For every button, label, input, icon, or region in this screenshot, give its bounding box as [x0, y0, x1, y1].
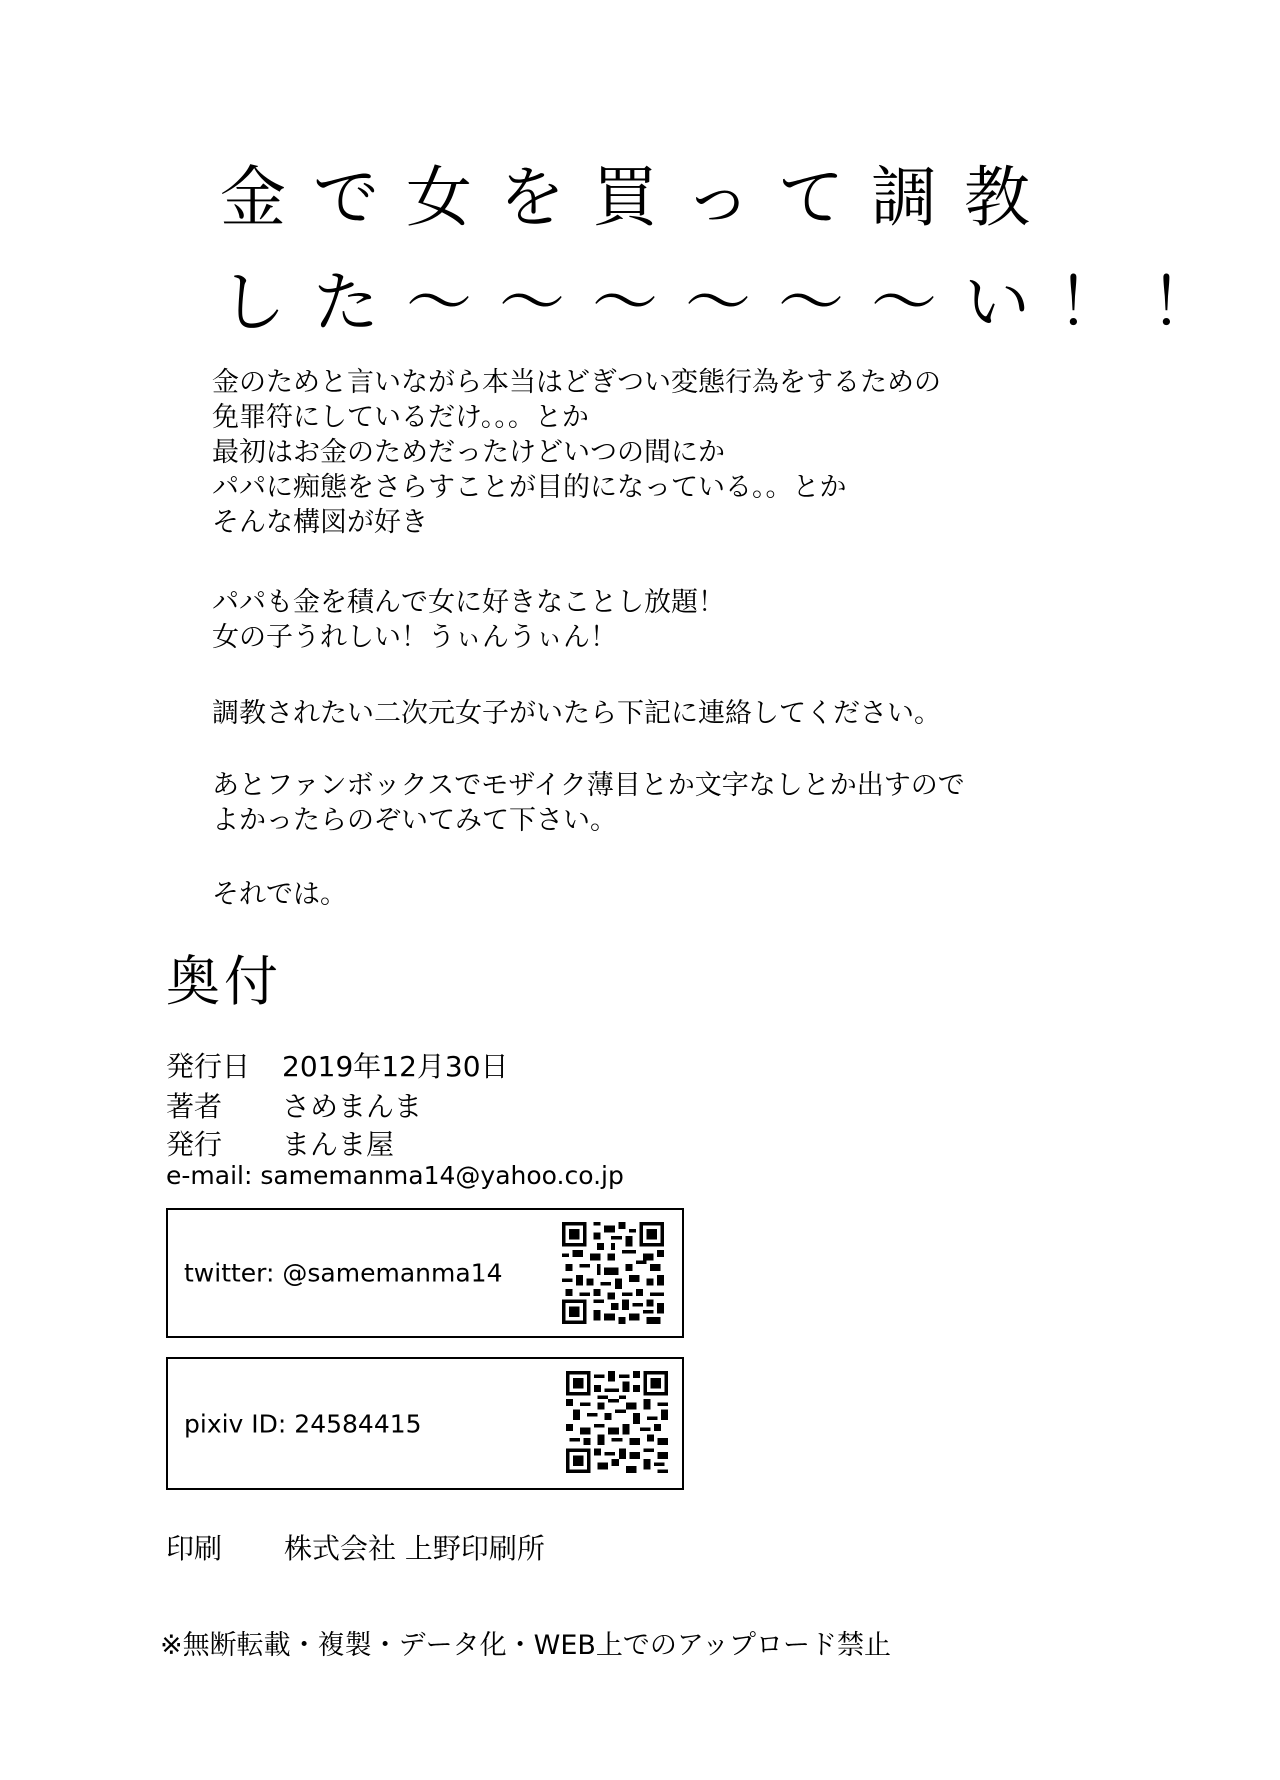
paragraph-line: あとファンボックスでモザイク薄目とか文字なしとか出すので: [212, 770, 965, 801]
paragraph-line: パパに痴態をさらすことが目的になっている。。とか: [212, 472, 847, 503]
paragraph-1: [212, 365, 941, 540]
colophon-heading: 奥付: [166, 950, 282, 1013]
paragraph-line: 最初はお金のためだったけどいつの間にか: [212, 437, 725, 468]
title-line-1: 金で女を買って調教: [220, 159, 1057, 236]
publisher-label: 発行: [166, 1128, 223, 1161]
paragraph-line: 女の子うれしい！うぃんうぃん！: [212, 622, 617, 653]
pixiv-box: [166, 1357, 684, 1490]
printer-row: [166, 1532, 545, 1565]
pixiv-id: pixiv ID: 24584415: [184, 1409, 422, 1438]
paragraph-line: 金のためと言いながら本当はどぎつい変態行為をするための: [212, 367, 941, 398]
author-value: さめまんま: [282, 1090, 423, 1123]
qr-code-icon: [566, 1371, 668, 1473]
qr-code-icon: [562, 1222, 664, 1324]
paragraph-4: [212, 768, 965, 838]
printer-label: 印刷: [166, 1532, 223, 1565]
printer-value: 株式会社 上野印刷所: [284, 1532, 545, 1565]
author-row: [166, 1090, 423, 1123]
title-line-2: した〜〜〜〜〜〜い！！: [220, 264, 1243, 341]
paragraph-line: それでは。: [212, 879, 347, 910]
issue-date-row: [166, 1050, 509, 1083]
paragraph-5: [212, 877, 347, 912]
paragraph-line: 調教されたい二次元女子がいたら下記に連絡してください。: [212, 698, 941, 729]
paragraph-line: パパも金を積んで女に好きなことし放題！: [212, 587, 725, 618]
issue-date-value: 2019年12月30日: [282, 1050, 509, 1083]
author-label: 著者: [166, 1090, 223, 1123]
paragraph-3: [212, 696, 941, 731]
email-line: e-mail: samemanma14@yahoo.co.jp: [166, 1161, 624, 1190]
publisher-row: [166, 1128, 395, 1161]
twitter-handle: twitter: @samemanma14: [184, 1258, 503, 1288]
paragraph-line: よかったらのぞいてみて下さい。: [212, 805, 617, 836]
publisher-value: まんま屋: [282, 1128, 395, 1161]
paragraph-line: そんな構図が好き: [212, 507, 428, 538]
issue-date-label: 発行日: [166, 1050, 251, 1083]
paragraph-2: [212, 585, 725, 655]
twitter-box: [166, 1208, 684, 1338]
copyright-notice: ※無断転載・複製・データ化・WEB上でのアップロード禁止: [160, 1630, 892, 1661]
paragraph-line: 免罪符にしているだけ。。。とか: [212, 402, 589, 433]
